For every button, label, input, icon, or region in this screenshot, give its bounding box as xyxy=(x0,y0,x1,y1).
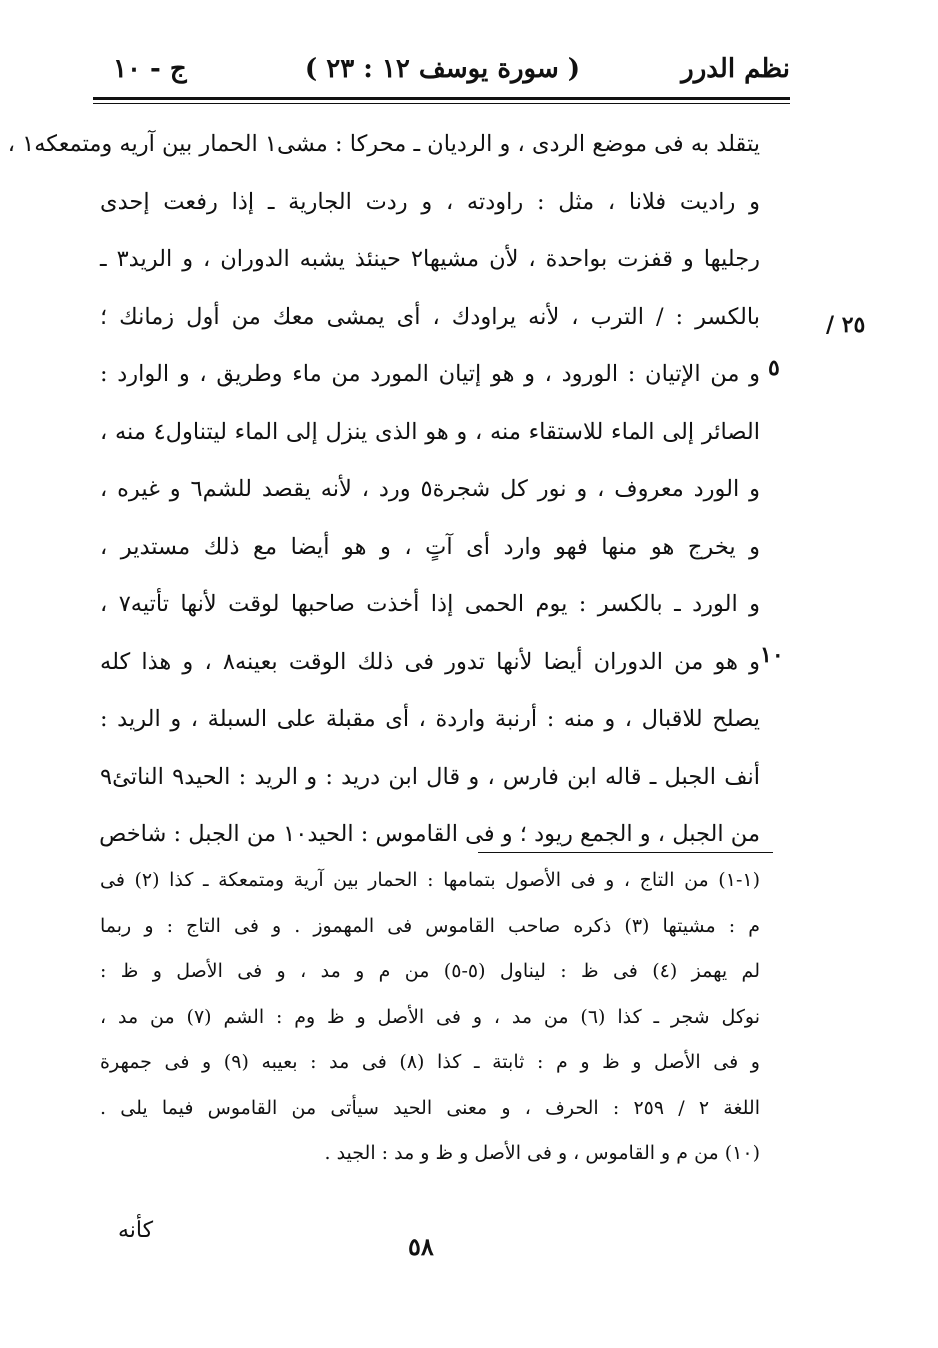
footnote-line-2: م : مشيتها (٣) ذكره صاحب القاموس فى المهموز . و فى التاج : و ربما xyxy=(100,914,760,937)
footnotes xyxy=(100,858,760,1177)
text-line-1: يتقلد به فى موضع الردى ، و الرديان ـ محركا : مشى١ الحمار بين آريه ومتمعكه١ ، xyxy=(7,131,760,157)
text-line-8: و يخرج هو منها فهو وارد أى آتٍ ، و هو أيضا مع ذلك مستدير ، xyxy=(100,533,760,560)
header-rule-thick xyxy=(93,97,790,100)
page-number: ٥٨ xyxy=(408,1232,434,1261)
text-line-13: من الجبل ، و الجمع ريود ؛ و فى القاموس : الحيد١٠ من الجبل : شاخص xyxy=(99,821,760,847)
text-line-11: يصلح للاقبال ، و منه : أرنبة واردة ، أى مقبلة على السبلة ، و الريد : xyxy=(100,706,760,732)
manuscript-page-marker: ٢٥ / xyxy=(826,312,866,338)
line-number-10: ١٠ xyxy=(760,642,784,668)
footnote-line-4: نوكل شجر ـ كذا (٦) من مد ، و فى الأصل و ظ وم : الشم (٧) من مد ، xyxy=(100,1005,760,1028)
footnote-line-5: و فى الأصل و ظ و م : ثابتة ـ كذا (٨) فى مد : بعيبه (٩) و فى جمهرة xyxy=(100,1051,760,1073)
text-line-2: و راديت فلانا ، مثل : راودته ، و ردت الجارية ـ إذا رفعت إحدى xyxy=(100,188,760,215)
footnote-line-3: لم يهمز (٤) فى ظ : ليناول (٥-٥) من م و مد ، و فى الأصل و ظ : xyxy=(100,960,760,982)
line-number-5: ٥ xyxy=(768,355,780,381)
footnote-line-6: اللغة ٢ / ٢٥٩ : الحرف ، و معنى الحيد سيأتى من القاموس فيما يلى . xyxy=(100,1096,761,1119)
text-line-5: و من الإتيان : الورود ، و هو إتيان المورد من ماء وطريق ، و الوارد : xyxy=(100,361,760,387)
surah-reference: ( سورة يوسف ١٢ : ٢٣ ) xyxy=(304,54,581,84)
catchword: كأنه xyxy=(118,1218,154,1243)
running-header xyxy=(95,50,790,94)
text-line-9: و الورد ـ بالكسر : يوم الحمى إذا أخذت صاحبها لوقت لأنها تأتيه٧ ، xyxy=(100,591,760,617)
footnote-line-1: (١-١) من التاج ، و فى الأصول بتمامها : الحمار بين آرية ومتمعكة ـ كذا (٢) فى xyxy=(100,869,760,891)
text-line-4: بالكسر : / الترب ، لأنه يراودك ، أى يمشى معك من أول زمانك ؛ xyxy=(100,303,760,330)
book-title: نظم الدرر xyxy=(681,54,790,84)
text-line-10: و هو من الدوران أيضا لأنها تدور فى ذلك الوقت بعينه٨ ، و هذا كله xyxy=(100,648,760,675)
footnote-line-7: (١٠) من م و القاموس ، و فى الأصل و ظ و مد : الجيد . xyxy=(324,1142,760,1164)
footnote-separator xyxy=(478,852,773,853)
header-rule-thin xyxy=(93,103,790,104)
text-line-7: و الورد معروف ، و نور كل شجرة٥ ورد ، لأنه يقصد للشم٦ و غيره ، xyxy=(100,476,761,502)
volume-number: ج - ١٠ xyxy=(113,54,187,84)
main-text xyxy=(7,116,761,864)
text-line-6: الصائر إلى الماء للاستقاء منه ، و هو الذى ينزل إلى الماء ليتناول٤ منه ، xyxy=(100,418,760,445)
text-line-12: أنف الجبل ـ قاله ابن فارس ، و قال ابن دريد : و الريد : الحيد٩ الناتئ٩ xyxy=(100,763,760,790)
text-line-3: رجليها و قفزت بواحدة ، لأن مشيها٢ حينئذ يشبه الدوران ، و الريد٣ ـ xyxy=(100,246,760,272)
